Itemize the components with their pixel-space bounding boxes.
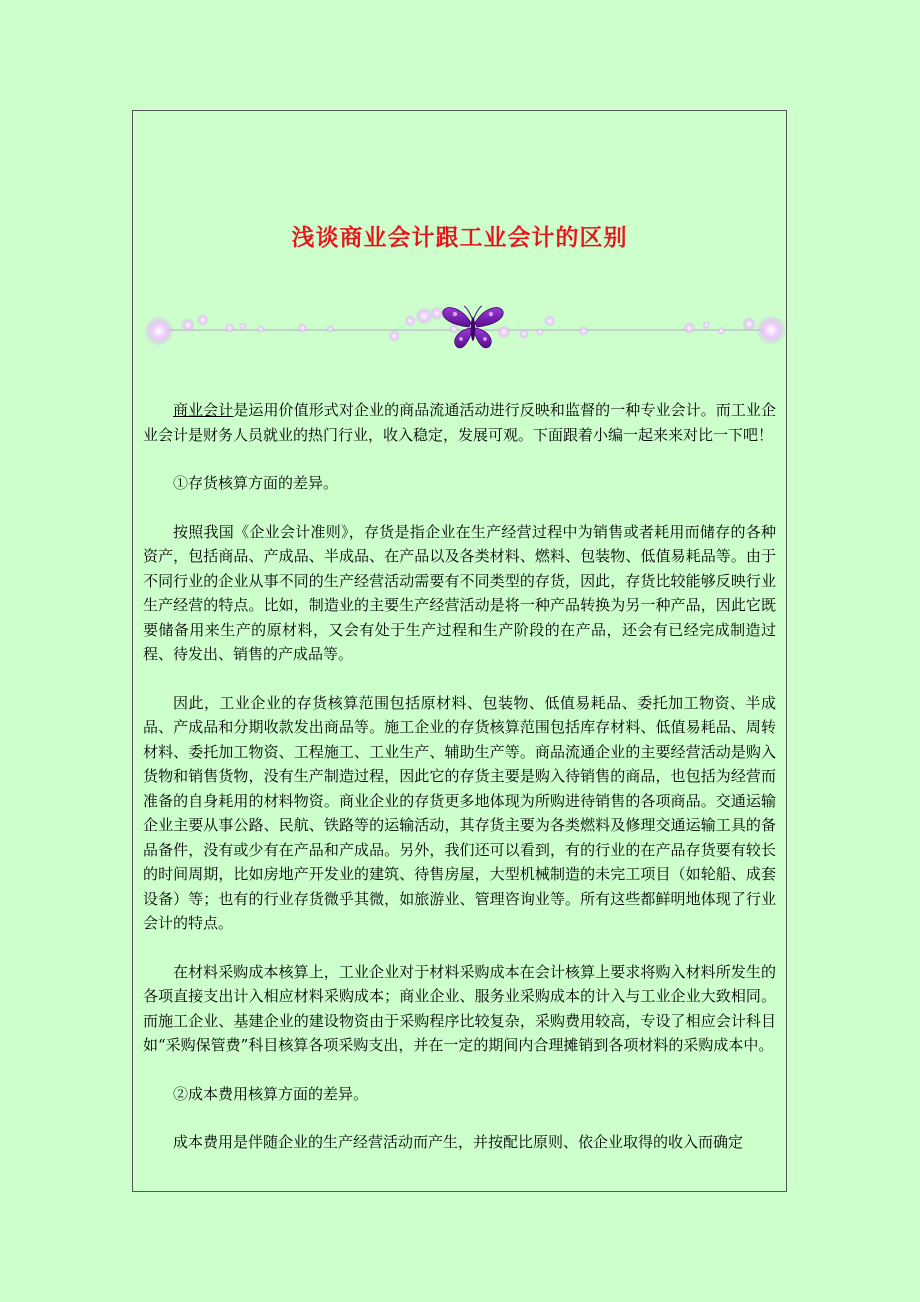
paragraph: 在材料采购成本核算上，工业企业对于材料采购成本在会计核算上要求将购入材料所发生的各项直接支出计入相应材料采购成本；商业企业、服务业采购成本的计入与工业企业大致相同。而施工企业、基建企业的建设物资由于采购程序比较复杂，采购费用较高，专设了相应会计科目如“采购保管费”科目核算各项采购支出，并在一定的期间内合理摊销到各项材料的采购成本中。	[143, 962, 776, 1054]
paragraph: 按照我国《企业会计准则》，存货是指企业在生产经营过程中为销售或者耗用而储存的各种资产，包括商品、产成品、半成品、在产品以及各类材料、燃料、包装物、低值易耗品等。由于不同行业的企业从事不同的生产经营活动需要有不同类型的存货，因此，存货比较能够反映行业生产经营的特点。比如，制造业的主要生产经营活动是将一种产品转换为另一种产品，因此它既要储备用来生产的原材料，又会有处于生产过程和生产阶段的在产品，还会有已经完成制造过程、待发出、销售的产成品等。	[143, 522, 776, 663]
intro-paragraph: 商业会计是运用价值形式对企业的商品流通活动进行反映和监督的一种专业会计。而工业企业会计是财务人员就业的热门行业，收入稳定，发展可观。下面跟着小编一起来来对比一下吧！	[143, 401, 776, 444]
article-body	[143, 398, 776, 1179]
commercial-accounting-link[interactable]: 商业会计	[173, 401, 234, 419]
section-heading-cost: ②成本费用核算方面的差异。	[173, 1084, 369, 1103]
page-title: 浅谈商业会计跟工业会计的区别	[291, 225, 628, 251]
paragraph: 成本费用是伴随企业的生产经营活动而产生，并按配比原则、依企业取得的收入而确定	[173, 1133, 744, 1151]
section-heading-inventory: ①存货核算方面的差异。	[173, 474, 339, 492]
paragraph: 因此，工业企业的存货核算范围包括原材料、包装物、低值易耗品、委托加工物资、半成品、产成品和分期收款发出商品等。施工企业的存货核算范围包括库存材料、低值易耗品、周转材料、委托加工物资、工程施工、工业生产、辅助生产等。商品流通企业的主要经营活动是购入货物和销售货物，没有生产制造过程，因此它的存货主要是购入待销售的商品，也包括为经营而准备的自身耗用的材料物资。商业企业的存货更多地体现为所购进待销售的各项商品。交通运输企业主要从事公路、民航、铁路等的运输活动，其存货主要为各类燃料及修理交通运输工具的备品备件，没有或少有在产品和产成品。另外，我们还可以看到，有的行业的在产品存货要有较长的时间周期，比如房地产开发业的建筑、待售房屋，大型机械制造的未完工项目（如轮船、成套设备）等；也有的行业存货微乎其微，如旅游业、管理咨询业等。所有这些都鲜明地体现了行业会计的特点。	[143, 693, 776, 932]
butterfly-divider	[133, 299, 786, 349]
document-frame	[132, 110, 787, 1192]
